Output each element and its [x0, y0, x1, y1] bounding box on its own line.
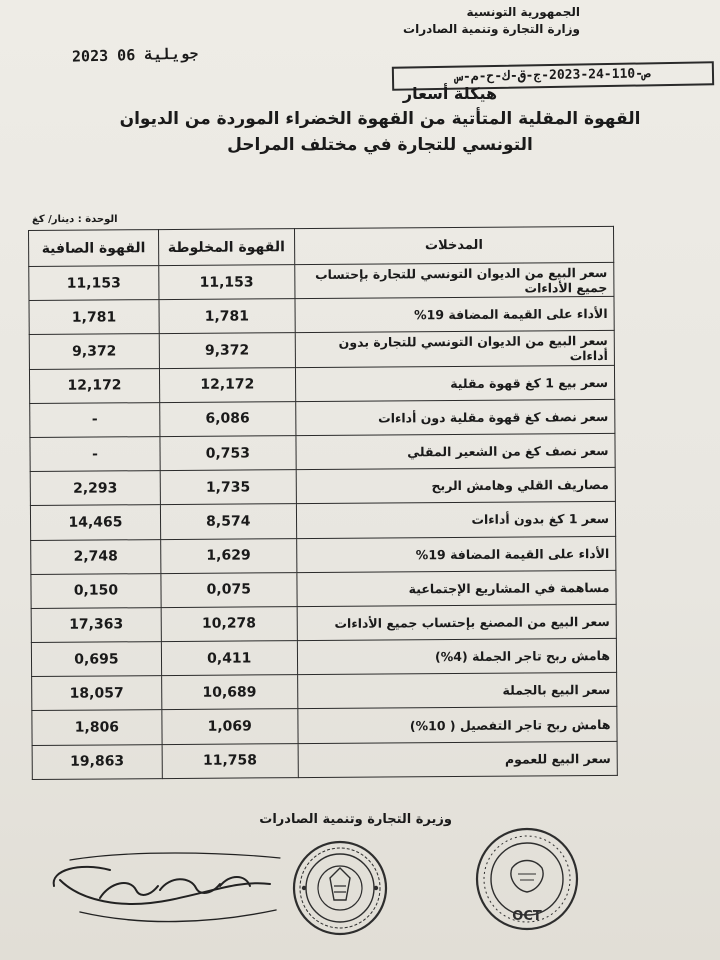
row-mixed-value: 0,075: [161, 572, 297, 607]
row-label: سعر 1 كغ بدون أداءات: [296, 502, 616, 538]
row-mixed-value: 8,574: [160, 504, 296, 539]
table-row: [30, 502, 615, 540]
table-row: [29, 331, 614, 369]
row-mixed-value: 11,758: [162, 743, 298, 778]
document-date: 2023 جويلية 06: [71, 44, 199, 66]
row-label: سعر البيع من الديوان التونسي للتجارة بإحتساب جميع الأداءات: [294, 262, 614, 298]
oct-round-stamp: [472, 824, 582, 934]
letterhead: [403, 4, 580, 38]
row-label: مصاريف القلي وهامش الربح: [296, 468, 616, 504]
oct-stamp-label: OCT: [512, 909, 542, 924]
row-mixed-value: 11,153: [159, 265, 295, 300]
row-mixed-value: 1,735: [160, 470, 296, 505]
row-pure-value: 9,372: [29, 334, 159, 369]
title-line-1: هيكلة أسعار: [402, 84, 498, 103]
header-inputs: المدخلات: [294, 226, 614, 264]
row-pure-value: 1,781: [29, 300, 159, 335]
row-pure-value: 17,363: [31, 607, 161, 642]
table-row: [31, 638, 616, 676]
row-label: سعر بيع 1 كغ قهوة مقلية: [295, 365, 615, 401]
table-row: [31, 604, 616, 642]
row-pure-value: 12,172: [29, 368, 159, 403]
row-label: الأداء على القيمة المضافة 19%: [296, 536, 616, 572]
table-row: [31, 536, 616, 574]
document-title: [80, 84, 680, 155]
row-label: سعر نصف كغ قهوة مقلية دون أداءات: [295, 399, 615, 435]
row-label: سعر البيع من الديوان التونسي للتجارة بدون أداءات: [295, 331, 615, 367]
signatory-title: وزيرة التجارة وتنمية الصادرات: [259, 812, 452, 827]
row-mixed-value: 0,411: [161, 641, 297, 676]
row-mixed-value: 1,781: [159, 299, 295, 334]
row-mixed-value: 10,689: [161, 675, 297, 710]
row-mixed-value: 1,629: [161, 538, 297, 573]
row-mixed-value: 12,172: [159, 367, 295, 402]
table-row: [32, 673, 617, 711]
reference-number: ص-110-24-2023-ج-ق-ك-ح-م-س: [455, 66, 651, 85]
row-label: سعر البيع بالجملة: [297, 673, 617, 709]
row-label: سعر نصف كغ من الشعير المقلي: [296, 433, 616, 469]
letterhead-country: الجمهورية التونسية: [466, 5, 580, 19]
row-pure-value: 2,748: [31, 539, 161, 574]
table-row: [30, 433, 615, 471]
table-row: [29, 262, 614, 300]
row-pure-value: 14,465: [30, 505, 160, 540]
row-pure-value: 18,057: [32, 676, 162, 711]
row-pure-value: 19,863: [32, 744, 162, 779]
row-pure-value: -: [30, 437, 160, 472]
letterhead-ministry: وزارة التجارة وتنمية الصادرات: [403, 22, 580, 36]
title-line-3: التونسي للتجارة في مختلف المراحل: [227, 135, 533, 155]
row-label: هامش ربح تاجر الجملة (4%): [297, 638, 617, 674]
row-label: مساهمة في المشاريع الإجتماعية: [297, 570, 617, 606]
row-label: هامش ربح تاجر التفصيل ( 10%): [298, 707, 618, 743]
row-mixed-value: 1,069: [162, 709, 298, 744]
table-row: [30, 399, 615, 437]
table-row: [32, 741, 617, 779]
row-label: سعر البيع للعموم: [298, 741, 618, 777]
table-header-row: [29, 226, 614, 266]
header-mixed-coffee: القهوة المخلوطة: [158, 229, 294, 266]
price-structure-table: [28, 226, 618, 780]
row-pure-value: 0,150: [31, 573, 161, 608]
row-label: سعر البيع من المصنع بإحتساب جميع الأداءات: [297, 604, 617, 640]
table-row: [31, 570, 616, 608]
handwritten-signature: [40, 840, 300, 930]
table-row: [29, 365, 614, 403]
table-row: [29, 297, 614, 335]
row-pure-value: 2,293: [30, 471, 160, 506]
row-mixed-value: 10,278: [161, 607, 297, 642]
row-mixed-value: 9,372: [159, 333, 295, 368]
row-label: الأداء على القيمة المضافة 19%: [295, 297, 615, 333]
ministry-seal-stamp: [290, 838, 390, 938]
row-mixed-value: 6,086: [160, 401, 296, 436]
header-pure-coffee: القهوة الصافية: [29, 230, 159, 267]
unit-label: الوحدة : دينار/ كغ: [32, 214, 118, 225]
table-row: [32, 707, 617, 745]
row-pure-value: -: [30, 402, 160, 437]
row-pure-value: 0,695: [31, 642, 161, 677]
table-row: [30, 468, 615, 506]
row-mixed-value: 0,753: [160, 436, 296, 471]
title-line-2: القهوة المقلية المتأتية من القهوة الخضراء الموردة من الديوان: [119, 109, 641, 129]
row-pure-value: 11,153: [29, 266, 159, 301]
table-body: [29, 262, 618, 779]
row-pure-value: 1,806: [32, 710, 162, 745]
